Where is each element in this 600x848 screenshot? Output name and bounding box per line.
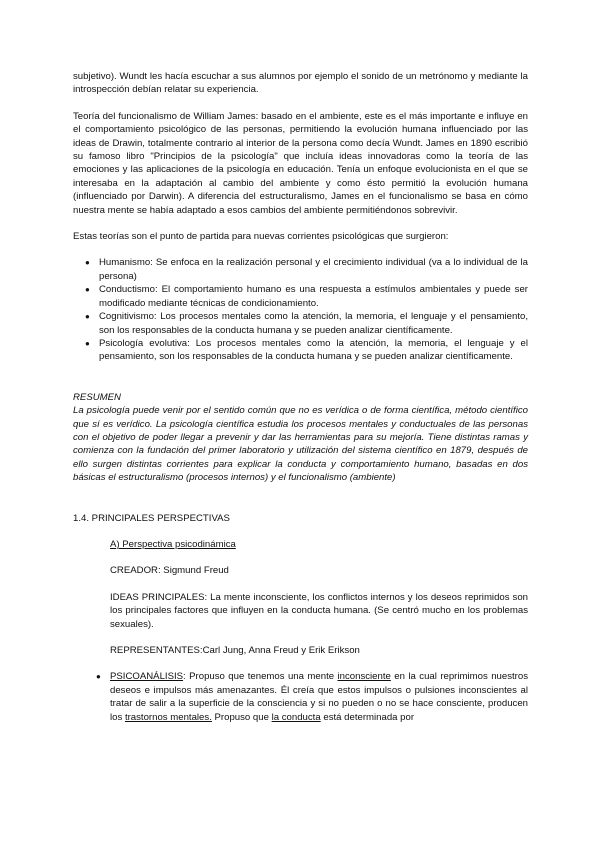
conducta-term: la conducta	[271, 711, 321, 723]
creador-line: CREADOR: Sigmund Freud	[110, 565, 229, 577]
psicoanalisis-text-1: : Propuso que tenemos una mente	[183, 671, 338, 683]
list-item-cognitivismo: ● Cognitivismo: Los procesos mentales como la atención, la memoria, el lenguaje y el pensamiento, son los responsables de la conducta humana y se pueden analizar científicamente.	[73, 310, 528, 337]
subsection-heading: A) Perspectiva psicodinámica	[110, 538, 236, 550]
ideas-principales-paragraph: IDEAS PRINCIPALES: La mente inconsciente, los conflictos internos y los deseos reprimidos son los principales factores que influyen en la conducta humana. (Se centró mucho en los problemas sexuales).	[110, 591, 528, 630]
teorias-paragraph: Estas teorías son el punto de partida para nuevas corrientes psicológicas que surgieron:	[73, 231, 449, 243]
trastornos-term: trastornos mentales.	[124, 711, 212, 723]
corrientes-list	[73, 256, 528, 363]
resumen-heading: RESUMEN	[73, 391, 121, 403]
section-heading: 1.4. PRINCIPALES PERSPECTIVAS	[73, 512, 230, 524]
list-item-psicologia-evolutiva: ● Psicología evolutiva: Los procesos mentales como la atención, la memoria, el lenguaje y el pensamiento, son los responsables de la conducta humana y se pueden analizar científicamente.	[73, 337, 528, 364]
representantes-line: REPRESENTANTES:Carl Jung, Anna Freud y Erik Erikson	[110, 645, 360, 656]
psicoanalisis-term: PSICOANÁLISIS	[110, 671, 184, 683]
list-item-humanismo: ● Humanismo: Se enfoca en la realización personal y el crecimiento individual (va a lo individual de la persona)	[73, 256, 528, 283]
intro-paragraph: subjetivo). Wundt les hacía escuchar a sus alumnos por ejemplo el sonido de un metrónomo y mediante la introspección debían relatar su experiencia.	[73, 71, 528, 96]
list-item-conductismo: ● Conductismo: El comportamiento humano es una respuesta a estímulos ambientales y puede ser modificado mediante técnicas de condicionamiento.	[73, 283, 528, 310]
page-content	[73, 70, 528, 724]
psicoanalisis-text-4: está determinada por	[320, 711, 415, 723]
resumen-paragraph: La psicología puede venir por el sentido común que no es verídica o de forma científica, método científico que sí es verídico. La psicología científica estudia los procesos mentales y conductuales de las personas con el objetivo de poder llegar a prevenir y dar las herramientas para su mejoría. Tiene distintas ramas y comienza con la fundación del primer laboratorio y utilización del sistema científico en 1879, después de ello surgen distintas corrientes para explicar la conducta y comportamiento humano, basadas en dos básicas el estructuralismo (procesos internos) y el funcionalismo (ambiente)	[73, 405, 528, 484]
list-item-psicoanalisis	[84, 670, 528, 724]
inconsciente-term: inconsciente	[337, 671, 391, 683]
psicoanalisis-text-2: en la cual reprimimos nuestros deseos e impulsos más amenazantes. Él creía que estos impulsos o pulsiones inconscientes al tratar de salir a la superficie de la consciencia y si no pueden o no se hace consciente, producen los	[110, 671, 528, 723]
psicoanalisis-list	[73, 670, 528, 724]
psicoanalisis-text-3: Propuso que	[211, 711, 272, 723]
funcionalismo-paragraph: Teoría del funcionalismo de William James: basado en el ambiente, este es el más importante e influye en el comportamiento psicológico de las personas, permitiendo la evolución humana influenciado por las ideas de Drawin, totalmente contrario al interior de la persona como decía Wundt. James en 1890 escribió su famoso libro "Principios de la psicología" que incluía ideas innovadoras como la teoría de las emociones y las aplicaciones de la psicología en educación. Tenía un enfoque evolucionista en el que se interesaba en la adaptación al cambio del ambiente y como ésto permitió la evolución humana (influenciado por Darwin). A diferencia del estructuralismo, James en el funcionalismo se basa en cómo nuestra mente se había adaptado a esos cambios del ambiente permitiéndonos sobrevivir.	[73, 110, 528, 216]
